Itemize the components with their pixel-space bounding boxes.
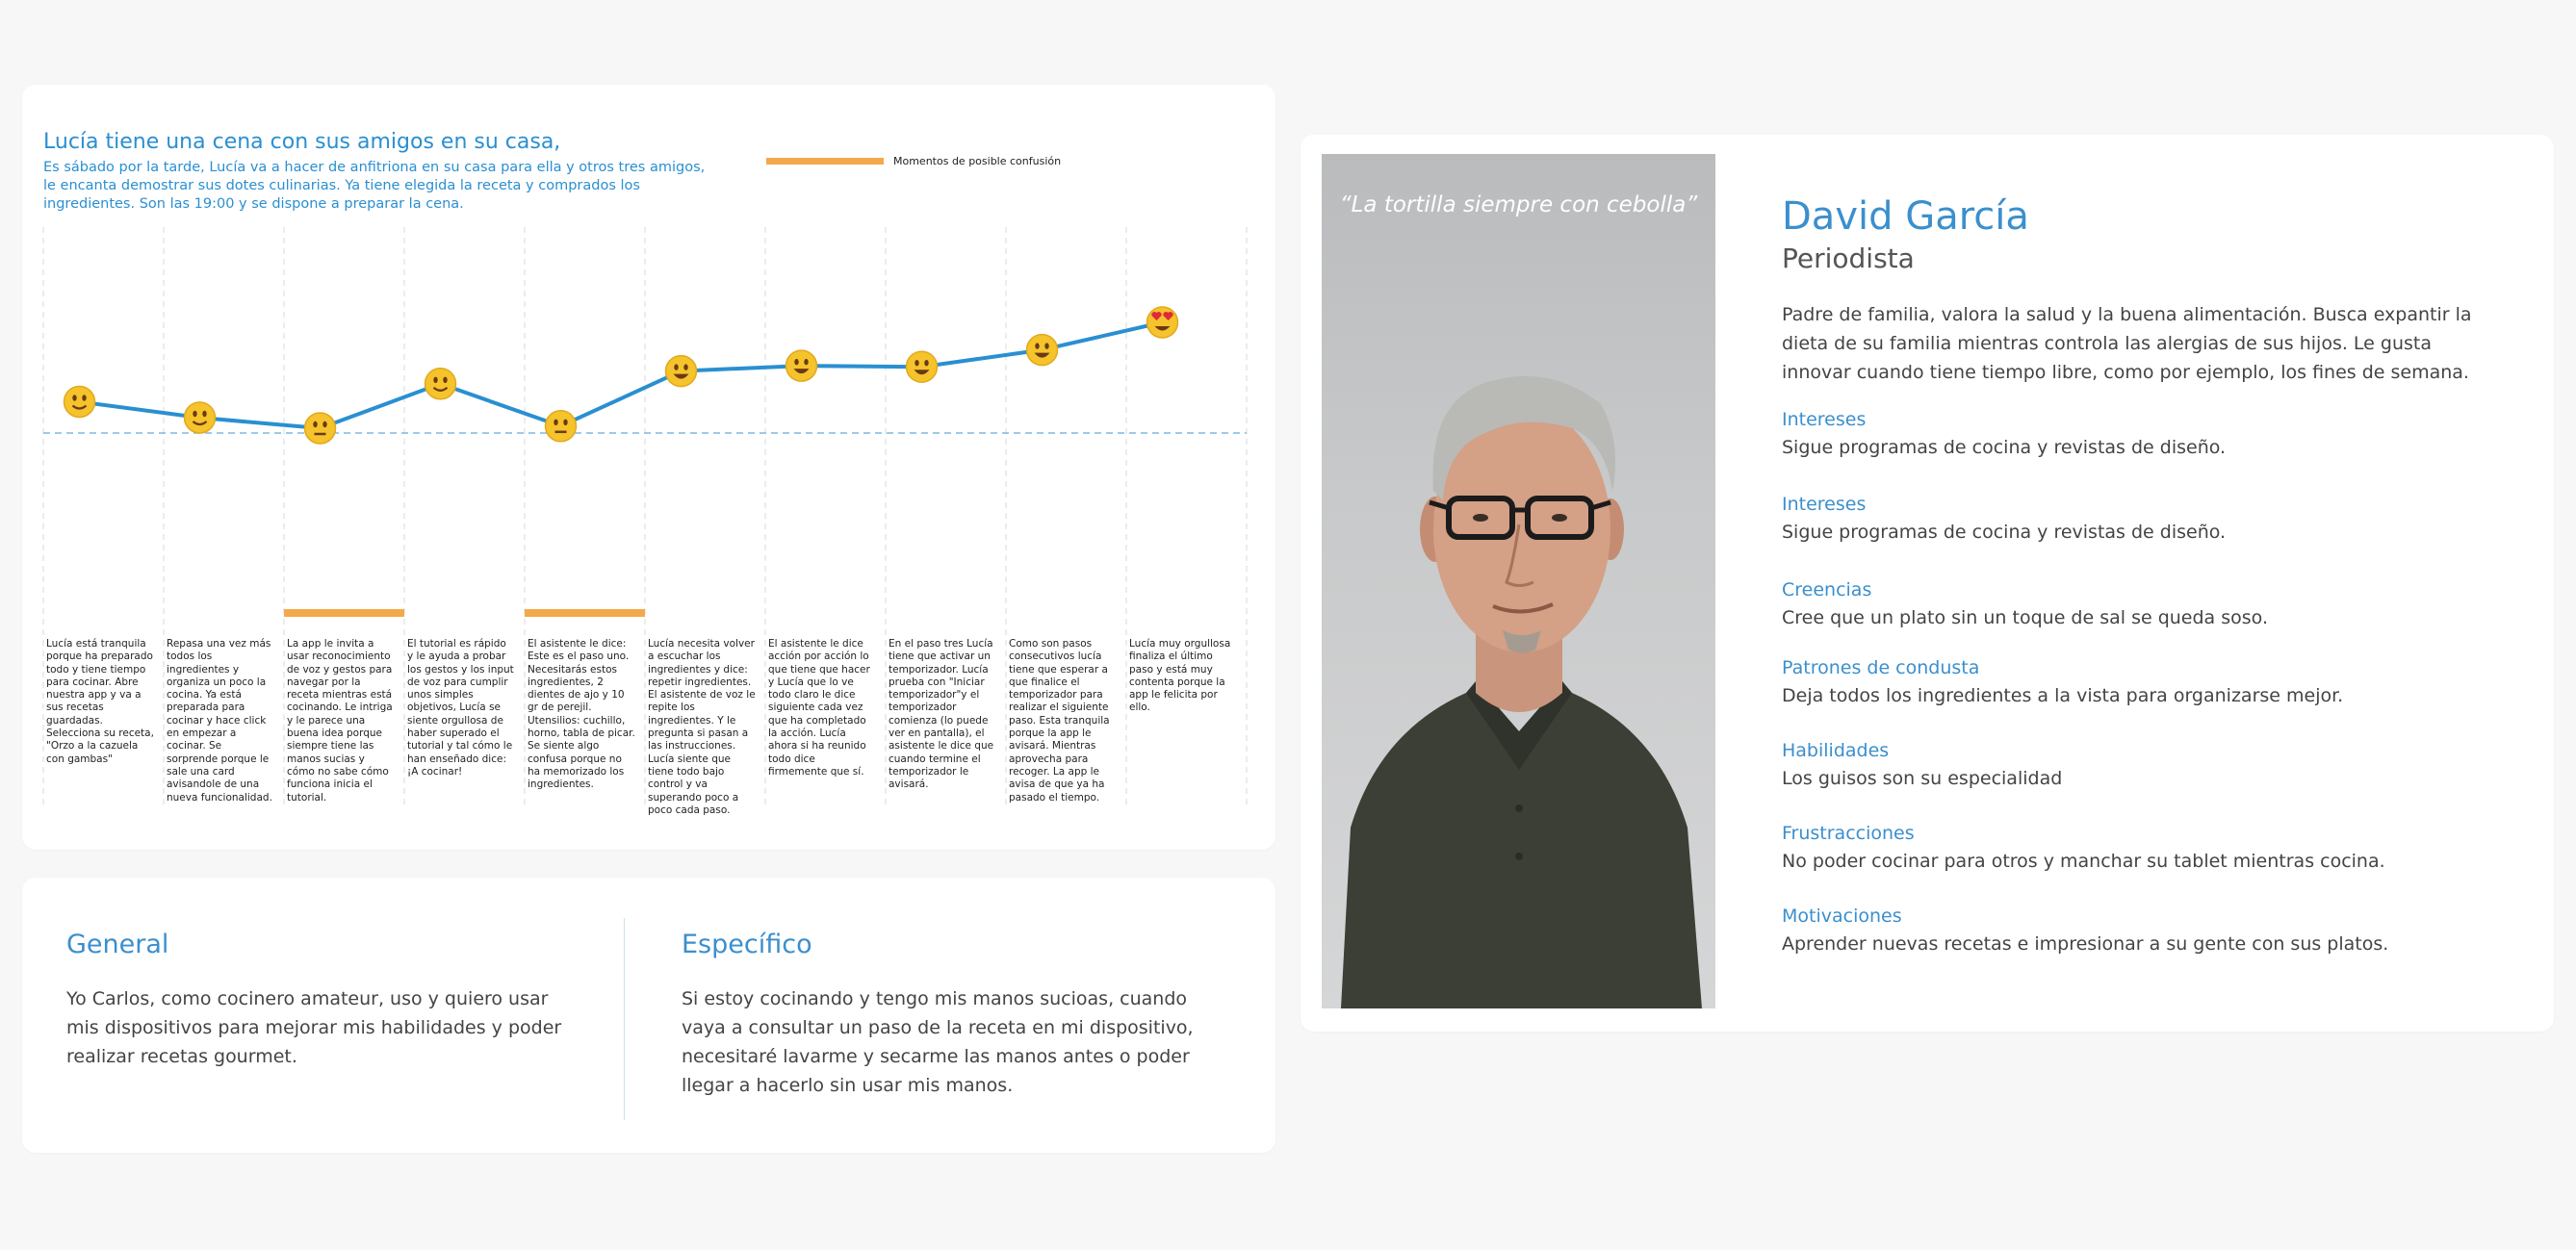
goal-specific-title: Específico: [682, 930, 812, 959]
persona-quote: “La tortilla siempre con cebolla”: [1339, 192, 1698, 217]
legend-label: Momentos de posible confusión: [893, 154, 1062, 167]
emotion-curve: [80, 322, 1163, 428]
section-label: Frustracciones: [1782, 823, 1915, 844]
emoji-grin-icon: [1027, 335, 1058, 366]
goal-specific: [682, 930, 1221, 1100]
section-text: Sigue programas de cocina y revistas de diseño.: [1782, 522, 2227, 543]
section-label: Patrones de condusta: [1782, 657, 1980, 678]
emoji-grin-icon: [786, 350, 817, 381]
journey-title: Lucía tiene una cena con sus amigos en su casa,: [43, 130, 561, 154]
goal-general-title: General: [66, 930, 169, 959]
persona-section-beliefs: [1782, 576, 2513, 632]
journey-step-6: Lucía necesita volver a escuchar los ingredientes y dice: repetir ingredientes. El asistente de voz le repite los ingredientes. Y le pregunta si pasan a las instrucciones. Lucía siente que tiene todo bajo control y va superando poco a poco cada paso.: [648, 638, 756, 816]
confusion-marker: [525, 609, 645, 617]
section-label: Intereses: [1782, 409, 1867, 430]
persona-section-motivations: [1782, 903, 2513, 958]
emoji-neutral-icon: [546, 411, 577, 442]
section-text: Cree que un plato sin un toque de sal se queda soso.: [1782, 607, 2268, 628]
persona-section-interests: [1782, 406, 2513, 462]
section-text: Sigue programas de cocina y revistas de diseño.: [1782, 437, 2227, 458]
journey-step-10: Lucía muy orgullosa finaliza el último paso y está muy contenta porque la app le felicita por ello.: [1129, 638, 1231, 714]
persona-bio: Padre de familia, valora la salud y la buena alimentación. Busca expantir la dieta de su familia mientras controla las alergias de sus hijos. Le gusta innovar cuando tiene tiempo libre, como por ejemplo, los fines de semana.: [1782, 304, 2472, 383]
goal-general: [66, 930, 586, 1071]
confusion-marker: [284, 609, 404, 617]
section-label: Creencias: [1782, 579, 1872, 600]
journey-step-8: En el paso tres Lucía tiene que activar un temporizador. Lucía prueba con "Iniciar temporizador"y el temporizador comienza (lo puede ver en pantalla), el asistente le dice que cuando termine el temporizador le avisará.: [889, 638, 994, 791]
emoji-love-icon: [1147, 307, 1178, 338]
persona-card: [1301, 135, 2554, 1032]
goal-specific-text: Si estoy cocinando y tengo mis manos sucioas, cuando vaya a consultar un paso de la receta en mi dispositivo, necesitaré lavarme y secarme las manos antes o poder llegar a hacerlo sin usar mis manos.: [682, 988, 1194, 1096]
persona-role: Periodista: [1782, 242, 1915, 274]
emoji-neutral-icon: [305, 413, 336, 444]
journey-step-7: El asistente le dice acción por acción lo que tiene que hacer y Lucía que lo ve todo claro le dice siguiente cada vez que ha completado la acción. Lucía ahora si ha reunido todo dice firmemente que sí.: [768, 638, 870, 778]
section-label: Intereses: [1782, 494, 1867, 515]
persona-section-behavior: [1782, 654, 2513, 710]
journey-step-3: La app le invita a usar reconocimiento de voz y gestos para navegar por la receta mientras está cocinando. Le intriga y le parece una buena idea porque siempre tiene las manos sucias y cómo no sabe cómo funciona inicia el tutorial.: [287, 638, 393, 804]
emoji-grin-icon: [666, 356, 697, 387]
emoji-grin-icon: [907, 351, 938, 382]
persona-section-frustrations: [1782, 820, 2513, 876]
goals-card: [22, 878, 1275, 1153]
section-label: Motivaciones: [1782, 906, 1902, 927]
goals-divider: [624, 918, 625, 1120]
persona-section-interests-2: [1782, 491, 2513, 547]
section-label: Habilidades: [1782, 740, 1890, 761]
section-text: No poder cocinar para otros y manchar su tablet mientras cocina.: [1782, 851, 2385, 872]
persona-photo: [1322, 154, 1715, 1008]
journey-step-2: Repasa una vez más todos los ingredientes y organiza un poco la cocina. Ya está preparada para cocinar y hace click en empezar a cocinar. Se sorprende porque le sale una card avisandole de una nueva funcionalidad.: [167, 638, 272, 804]
journey-step-1: Lucía está tranquila porque ha preparado todo y tiene tiempo para cocinar. Abre nuestra app y va a sus recetas guardadas. Selecciona su receta, "Orzo a la cazuela con gambas": [46, 638, 154, 765]
section-text: Los guisos son su especialidad: [1782, 768, 2063, 789]
journey-step-9: Como son pasos consecutivos lucía tiene que esperar a que finalice el temporizador para realizar el siguiente paso. Esta tranquila porque la app le avisará. Mientras aprovecha para recoger. La app le avisa de que ya ha pasado el tiempo.: [1009, 638, 1110, 804]
section-text: Deja todos los ingredientes a la vista para organizarse mejor.: [1782, 685, 2344, 706]
persona-section-skills: [1782, 737, 2513, 793]
emoji-smile-icon: [64, 387, 95, 418]
journey-map-card: [22, 85, 1275, 850]
section-text: Aprender nuevas recetas e impresionar a su gente con sus platos.: [1782, 933, 2389, 955]
persona-name: David García: [1782, 194, 2029, 239]
emoji-smile-icon: [425, 369, 456, 399]
goal-general-text: Yo Carlos, como cocinero amateur, uso y quiero usar mis dispositivos para mejorar mis habilidades y poder realizar recetas gourmet.: [66, 988, 562, 1067]
emoji-smile-icon: [185, 402, 216, 433]
journey-description: Es sábado por la tarde, Lucía va a hacer de anfitriona en su casa para ella y otros tres amigos, le encanta demostrar sus dotes culinarias. Ya tiene elegida la receta y comprados los ingredientes. Son las 19:00 y se dispone a preparar la cena.: [43, 160, 706, 212]
persona-portrait-illustration: [1322, 154, 1715, 1008]
journey-step-5: El asistente le dice: Este es el paso uno. Necesitarás estos ingredientes, 2 dientes de ajo y 10 gr de perejil. Utensilios: cuchillo, horno, tabla de picar. Se siente algo confusa porque no ha memorizado los ingredientes.: [528, 638, 635, 791]
journey-step-4: El tutorial es rápido y le ayuda a probar los gestos y los input de voz para cumplir unos simples objetivos, Lucía se siente orgullosa de haber superado el tutorial y tal cómo le han enseñado dice: ¡A cocinar!: [407, 638, 514, 778]
